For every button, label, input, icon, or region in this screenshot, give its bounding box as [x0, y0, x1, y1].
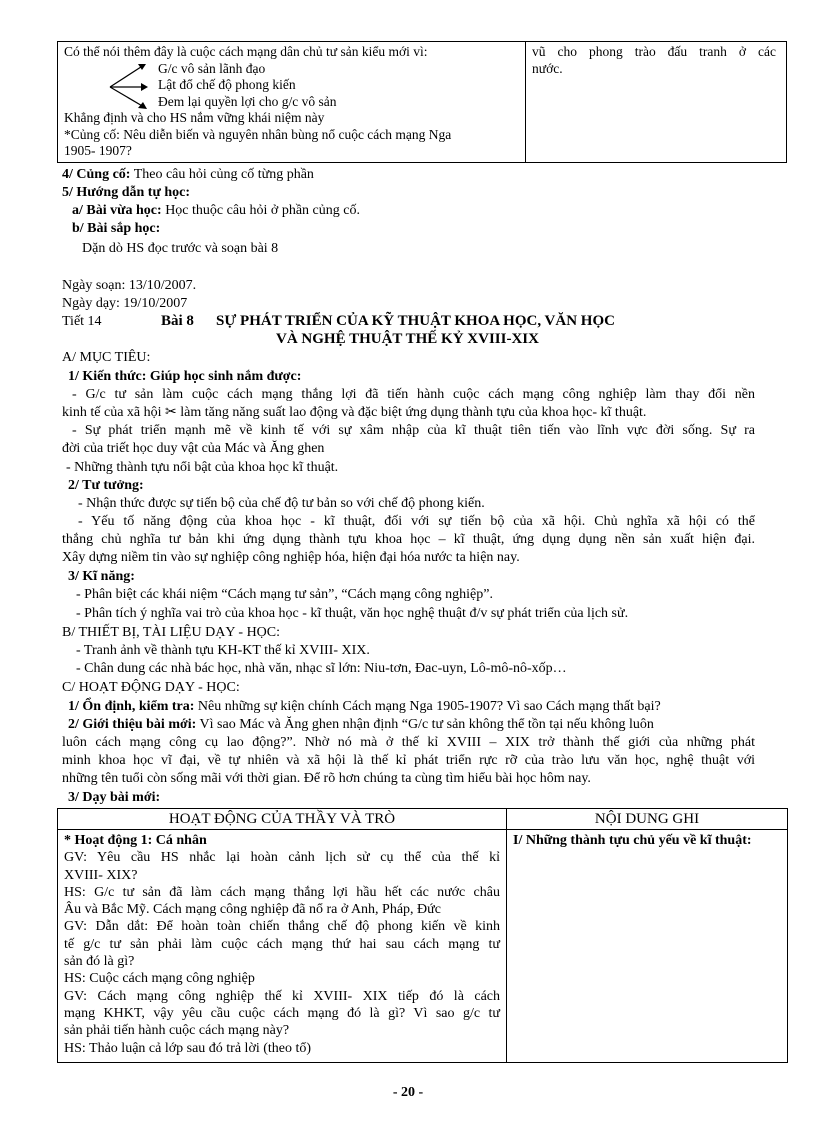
activity-line: * Hoạt động 1: Cá nhân: [64, 833, 207, 848]
review-self-study: [62, 184, 190, 201]
activity-line: HS: G/c tư sản đã làm cách mạng thắng lợi hầu hết các nước châu: [64, 884, 500, 900]
top-line-4: Đem lại quyền lợi cho g/c vô sản: [158, 93, 337, 109]
new-lesson-label: [68, 789, 160, 806]
activity-line: XVIII- XIX?: [64, 867, 138, 883]
review-next-lesson-label: b/ Bài sắp học:: [72, 221, 161, 236]
intro-line-2: luôn cách mạng công cụ lao động?”. Nhờ nó mà ở thế kỉ XVIII – XIX trở thành thế giới của những phát: [62, 735, 755, 750]
knowledge-label: [68, 368, 301, 385]
top-line-2: G/c vô sản lãnh đạo: [158, 60, 266, 76]
activity-table: [57, 808, 788, 1063]
activity-header-left: HOẠT ĐỘNG CỦA THẦY VÀ TRÒ: [58, 809, 507, 830]
activity-left-cell: [58, 830, 507, 1063]
activity-line: sản phải tiến hành cuộc cách mạng này?: [64, 1023, 290, 1039]
section-b-heading: B/ THIẾT BỊ, TÀI LIỆU DẠY - HỌC:: [62, 625, 281, 640]
lesson-title-2: VÀ NGHỆ THUẬT THẾ KỶ XVIII-XIX: [276, 331, 539, 347]
top-table-right-cell: [526, 42, 787, 163]
review-next-lesson-text: Dặn dò HS đọc trước và soạn bài 8: [82, 241, 279, 256]
equipment-line-1: - Tranh ảnh về thành tựu KH-KT thế kỉ XVIII- XIX.: [76, 643, 370, 658]
section-a-heading: A/ MỤC TIÊU:: [62, 350, 151, 365]
top-line-5: Khẳng định và cho HS nắm vững khái niệm này: [64, 110, 325, 125]
stabilize-check: [68, 698, 661, 715]
intro-label: 2/ Giới thiệu bài mới:: [68, 717, 197, 732]
intro-text: Vì sao Mác và Ăng ghen nhận định “G/c tư sản không thể tồn tại nếu không luôn: [196, 717, 654, 732]
attitude-line-3: thắng chủ nghĩa tư bản khi ứng dụng thành tựu khoa học – kĩ thuật, ứng dụng dụng nền sản xuất hiện đại.: [62, 532, 755, 547]
intro-line-1: [68, 716, 654, 733]
attitude-label: [68, 477, 144, 494]
activity-line: GV: Cách mạng công nghiệp thế kỉ XVIII- XIX tiếp đó là cách: [64, 988, 500, 1004]
review-lesson-done-text: Học thuộc câu hỏi ở phần củng cố.: [161, 203, 360, 218]
new-lesson-label-text: 3/ Dạy bài mới:: [68, 790, 161, 805]
skills-line-1: - Phân biệt các khái niệm “Cách mạng tư sản”, “Cách mạng công nghiệp”.: [76, 587, 493, 602]
lesson-number: Bài 8: [161, 313, 194, 329]
skills-line-2: - Phân tích ý nghĩa vai trò của khoa học - kĩ thuật, văn học nghệ thuật đ/v sự phát triển của lịch sử.: [76, 606, 629, 621]
activity-line: tế g/c tư sản phải làm cuộc cách mạng thứ hai sau cách mạng tư: [64, 936, 500, 952]
activity-line: HS: Thảo luận cả lớp sau đó trả lời (theo tổ): [64, 1040, 312, 1056]
review-consolidate: [62, 166, 314, 183]
activity-line: sản đó là gì?: [64, 954, 135, 970]
review-consolidate-text: Theo câu hỏi củng cố từng phần: [130, 167, 314, 182]
knowledge-line-3: - Sự phát triển mạnh mẽ về kinh tế với sự xâm nhập của kĩ thuật tiên tiến vào lĩnh vực đời sống. Sự ra: [72, 423, 755, 438]
skills-label-text: 3/ Kĩ năng:: [68, 569, 135, 584]
intro-line-3: minh khoa học vĩ đại, về tự nhiên và xã hội là thế kỉ phát triển rực rỡ của trào lưu văn học, nghệ thuật với: [62, 753, 755, 768]
content-heading: I/ Những thành tựu chủ yếu về kĩ thuật:: [513, 833, 752, 848]
activity-line: mạng KHKT, vậy yêu cầu cuộc cách mạng đó là gì? Vì sao g/c tư: [64, 1005, 500, 1021]
top-table: [57, 41, 787, 163]
branch-arrow-icon: [108, 57, 156, 115]
period-number: Tiết 14: [62, 314, 102, 329]
review-lesson-done-label: a/ Bài vừa học:: [72, 203, 162, 218]
attitude-label-text: 2/ Tư tưởng:: [68, 478, 144, 493]
top-line-6: *Củng cố: Nêu diễn biến và nguyên nhân bùng nổ cuộc cách mạng Nga: [64, 126, 452, 142]
activity-line: Âu và Bắc Mỹ. Cách mạng công nghiệp đã nổ ra ở Anh, Pháp, Đức: [64, 902, 441, 918]
top-right-line-2: nước.: [532, 60, 563, 76]
knowledge-line-4: đời của triết học duy vật của Mác và Ăng ghen: [62, 441, 325, 456]
skills-label: [68, 568, 135, 585]
date-prepared: Ngày soạn: 13/10/2007.: [62, 278, 197, 293]
top-right-line-1: vũ cho phong trào đấu tranh ở các: [532, 44, 776, 59]
stabilize-check-text: Nêu những sự kiện chính Cách mạng Nga 1905-1907? Vì sao Cách mạng thất bại?: [194, 699, 661, 714]
attitude-line-4: Xây dựng niềm tin vào sự nghiệp công nghiệp hóa, hiện đại hóa nước ta hiện nay.: [62, 550, 520, 565]
equipment-line-2: - Chân dung các nhà bác học, nhà văn, nhạc sĩ lớn: Niu-tơn, Đac-uyn, Lô-mô-nô-xốp…: [76, 661, 567, 676]
review-lesson-done: [72, 202, 360, 219]
top-line-1: Có thể nói thêm đây là cuộc cách mạng dân chủ tư sản kiểu mới vì:: [64, 44, 428, 59]
review-self-study-label: 5/ Hướng dẫn tự học:: [62, 185, 191, 200]
attitude-line-2: - Yếu tố năng động của khoa học - kĩ thuật, đối với sự tiến bộ của xã hội. Chủ nghĩa xã hội có thể: [78, 514, 755, 529]
stabilize-check-label: 1/ Ổn định, kiểm tra:: [68, 699, 195, 714]
knowledge-line-1: - G/c tư sản làm cuộc cách mạng thắng lợi đã tiến hành cuộc cách mạng công nghiệp làm thay đổi nền: [72, 387, 755, 402]
knowledge-line-2: kinh tế của xã hội ✂ làm tăng năng suất lao động và đặc biệt ứng dụng thành tựu của khoa học- kĩ thuật.: [62, 405, 647, 420]
attitude-line-1: - Nhận thức được sự tiến bộ của chế độ tư bản so với chế độ phong kiến.: [78, 496, 485, 511]
activity-line: GV: Dẫn dắt: Để hoàn toàn chiến thắng chế độ phong kiến về kinh: [64, 919, 500, 935]
knowledge-label-text: 1/ Kiến thức: Giúp học sinh nắm được:: [68, 369, 302, 384]
page-number: - 20 -: [392, 1085, 424, 1100]
activity-right-cell: [507, 830, 788, 1063]
activity-line: HS: Cuộc cách mạng công nghiệp: [64, 971, 255, 987]
top-line-3: Lật đổ chế độ phong kiến: [158, 77, 296, 92]
section-c-heading: C/ HOẠT ĐỘNG DẠY - HỌC:: [62, 680, 240, 695]
review-next-lesson: [72, 220, 160, 237]
lesson-title-1: SỰ PHÁT TRIỂN CỦA KỸ THUẬT KHOA HỌC, VĂN HỌC: [216, 313, 615, 329]
intro-line-4: những tên tuổi còn sống mãi với thời gian. Để rõ hơn chúng ta cùng tìm hiểu bài học hôm nay.: [62, 771, 591, 786]
activity-header-right: NỘI DUNG GHI: [507, 809, 788, 830]
top-line-7: 1905- 1907?: [64, 143, 132, 158]
review-consolidate-label: 4/ Củng cố:: [62, 167, 131, 182]
activity-line: GV: Yêu cầu HS nhắc lại hoàn cảnh lịch sử cụ thể của thế kỉ: [64, 850, 500, 866]
knowledge-line-5: - Những thành tựu nổi bật của khoa học kĩ thuật.: [66, 460, 339, 475]
date-taught: Ngày dạy: 19/10/2007: [62, 296, 188, 311]
